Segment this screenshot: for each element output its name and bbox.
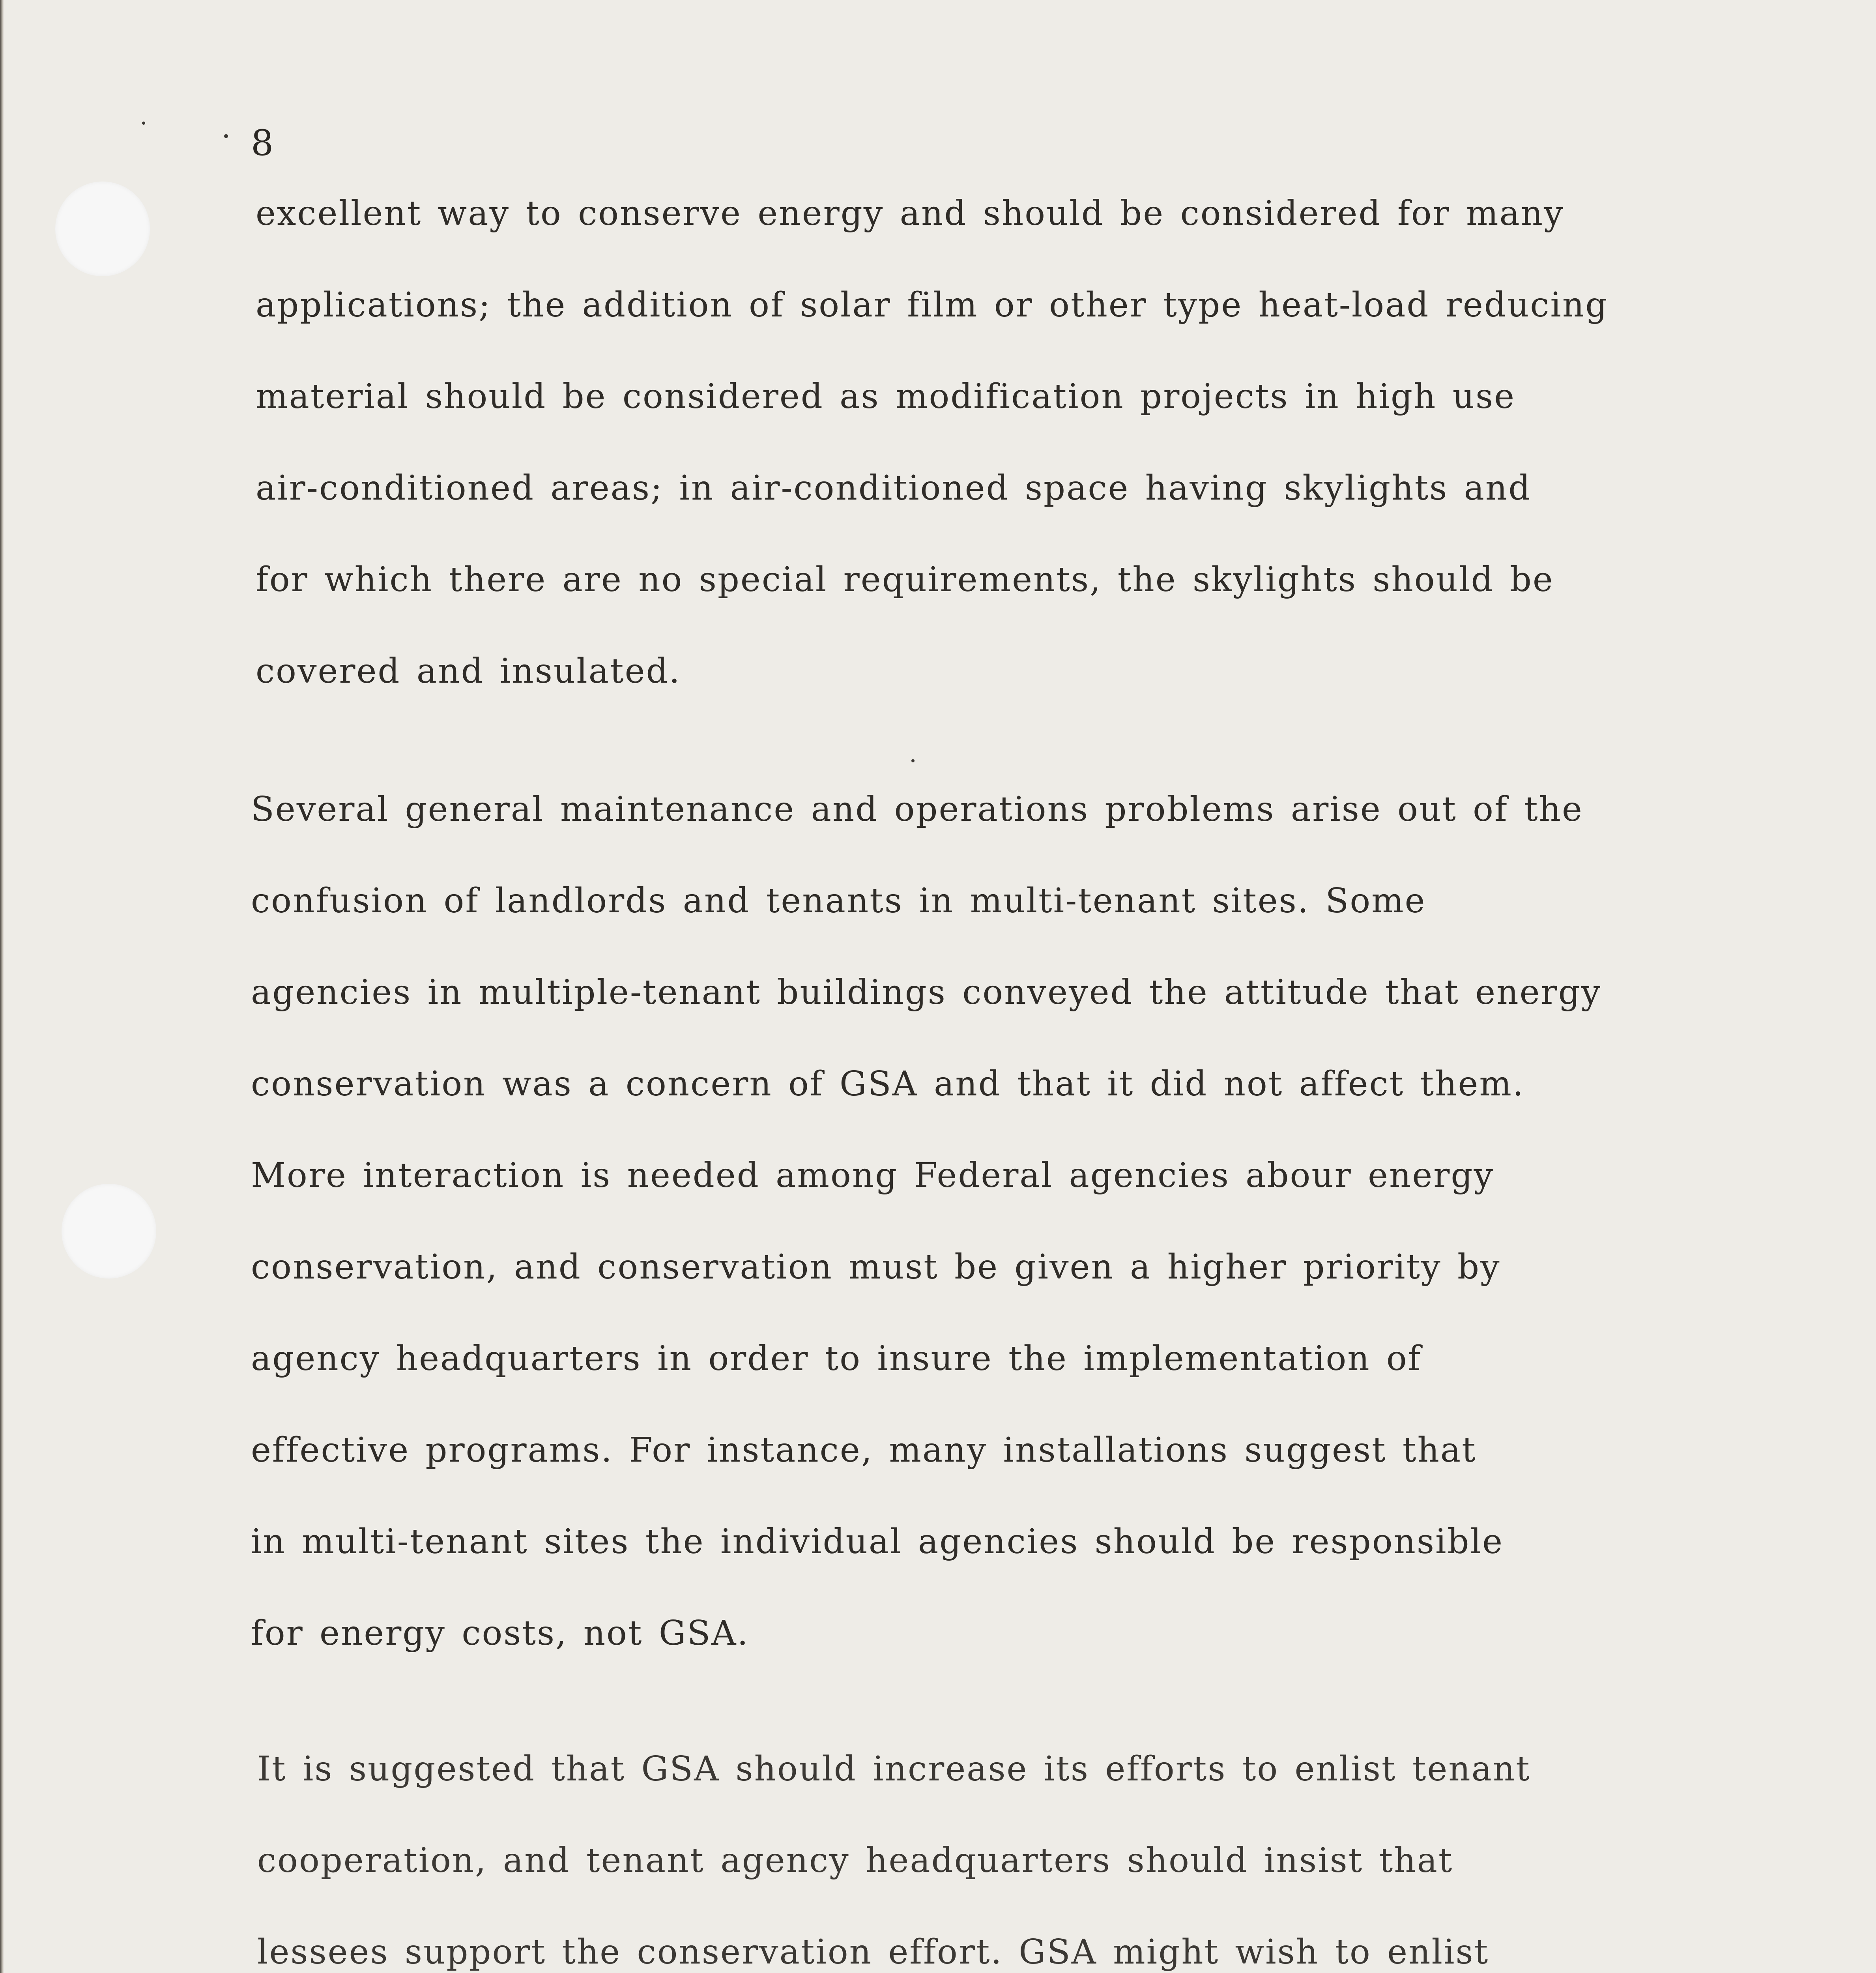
text-line: for energy costs, not GSA. [251, 1614, 749, 1653]
page-edge-shadow [0, 0, 4, 1973]
text-line: excellent way to conserve energy and should be considered for many [256, 194, 1564, 233]
text-line: for which there are no special requirements, the skylights should be [256, 560, 1554, 599]
text-line: applications; the addition of solar film or other type heat-load reducing [256, 285, 1609, 325]
text-line: covered and insulated. [256, 651, 681, 691]
text-line: lessees support the conservation effort. GSA might wish to enlist [257, 1932, 1489, 1972]
text-line: More interaction is needed among Federal agencies abour energy [251, 1156, 1494, 1195]
text-line: Several general maintenance and operations problems arise out of the [251, 790, 1583, 829]
page-number: 8 [251, 122, 274, 164]
text-line: effective programs. For instance, many installations suggest that [251, 1430, 1477, 1470]
speck [911, 759, 915, 762]
text-line: It is suggested that GSA should increase its efforts to enlist tenant [257, 1749, 1531, 1789]
text-line: confusion of landlords and tenants in multi-tenant sites. Some [251, 881, 1426, 921]
punch-hole-middle [62, 1184, 156, 1279]
speck [142, 122, 145, 125]
punch-hole-top [55, 182, 150, 276]
speck [224, 134, 228, 138]
text-line: cooperation, and tenant agency headquarters should insist that [257, 1841, 1453, 1880]
text-line: conservation was a concern of GSA and that it did not affect them. [251, 1064, 1525, 1104]
text-line: conservation, and conservation must be given a higher priority by [251, 1247, 1501, 1287]
text-line: air-conditioned areas; in air-conditioned space having skylights and [256, 468, 1532, 508]
text-line: agencies in multiple-tenant buildings conveyed the attitude that energy [251, 973, 1602, 1012]
text-line: in multi-tenant sites the individual agencies should be responsible [251, 1522, 1504, 1561]
text-line: agency headquarters in order to insure the implementation of [251, 1339, 1422, 1378]
text-line: material should be considered as modification projects in high use [256, 377, 1516, 416]
